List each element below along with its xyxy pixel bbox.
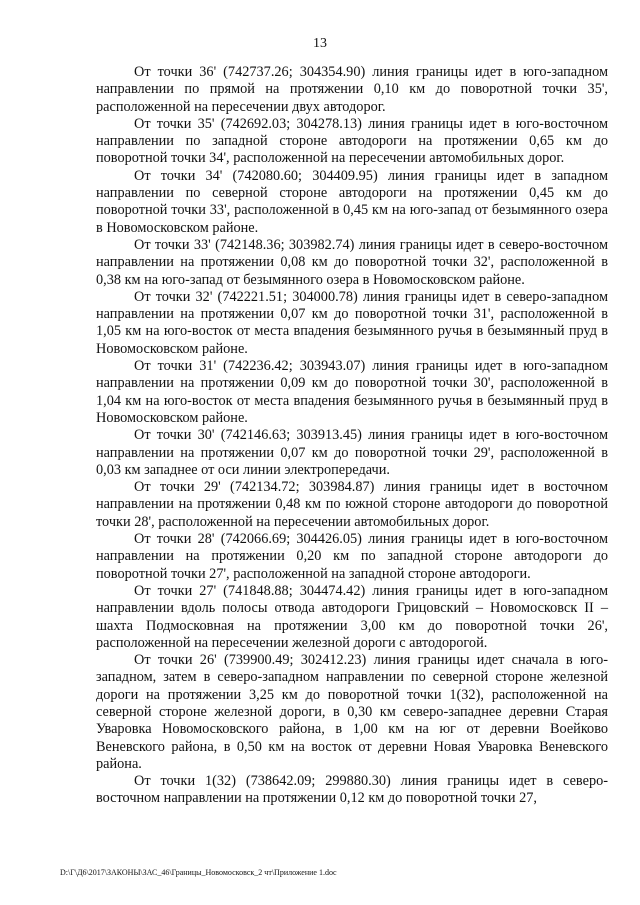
paragraph-point-36: От точки 36' (742737.26; 304354.90) линия границы идет в юго-западном направлении по прямой на протяжении 0,10 км до поворотной точки 35', расположенной на пересечении двух автодорог. (96, 64, 608, 115)
paragraph-point-1-32: От точки 1(32) (738642.09; 299880.30) линия границы идет в северо-восточном направлении на протяжении 0,12 км до поворотной точки 27, (96, 773, 608, 807)
paragraph-point-33: От точки 33' (742148.36; 303982.74) линия границы идет в северо-восточном направлении на протяжении 0,08 км до поворотной точки 32', расположенной в 0,38 км на юго-запад от безымянного озера в Новомосковском районе. (96, 236, 608, 288)
paragraph-point-34: От точки 34' (742080.60; 304409.95) линия границы идет в западном направлении по северной стороне автодороги на протяжении 0,45 км до поворотной точки 33', расположенной в 0,45 км на юго-запад от безымянного озера в Новомосковском районе. (96, 167, 608, 236)
paragraph-point-32: От точки 32' (742221.51; 304000.78) линия границы идет в северо-западном направлении на протяжении 0,07 км до поворотной точки 31', расположенной в 1,05 км на юго-восток от места впадения безымянного ручья в безымянный пруд в Новомосковском районе. (96, 288, 608, 357)
footer-file-path: D:\Г\Д6\2017\ЗАКОНЫ\ЗАС_46\Границы_Новомосковск_2 чт\Приложение 1.doc (60, 868, 337, 877)
paragraph-point-28: От точки 28' (742066.69; 304426.05) линия границы идет в юго-восточном направлении на протяжении 0,20 км по западной стороне автодороги до поворотной точки 27', расположенной на западной стороне автодороги. (96, 531, 608, 582)
paragraph-point-31: От точки 31' (742236.42; 303943.07) линия границы идет в юго-западном направлении на протяжении 0,09 км до поворотной точки 30', расположенной в 1,04 км на юго-восток от места впадения безымянного ручья в безымянный пруд в Новомосковском районе. (96, 358, 608, 426)
paragraph-point-27: От точки 27' (741848.88; 304474.42) линия границы идет в юго-западном направлении вдоль полосы отвода автодороги Грицовский – Новомосковск II – шахта Подмосковная на протяжении 3,00 км до поворотной точки 26', расположенной на пересечении железной дороги с автодорогой. (96, 582, 608, 651)
paragraph-point-35: От точки 35' (742692.03; 304278.13) линия границы идет в юго-восточном направлении по западной стороне автодороги на протяжении 0,65 км до поворотной точки 34', расположенной на пересечении автомобильных дорог. (96, 115, 608, 167)
paragraph-point-30: От точки 30' (742146.63; 303913.45) линия границы идет в юго-восточном направлении на протяжении 0,07 км до поворотной точки 29', расположенной в 0,03 км западнее от оси линии электропередачи. (96, 427, 608, 478)
document-body (96, 64, 608, 808)
paragraph-point-26: От точки 26' (739900.49; 302412.23) линия границы идет сначала в юго-западном, затем в северо-западном направлении по северной стороне железной дороги на протяжении 3,25 км до поворотной точки 1(32), расположенной на северной стороне железной дороги, в 0,30 км северо-западнее деревни Старая Уваровка Новомосковского района, в 1,00 км на юг от деревни Воейково Веневского района, в 0,50 км на восток от деревни Новая Уваровка Веневского района. (96, 652, 608, 772)
page-number: 13 (313, 36, 327, 51)
paragraph-point-29: От точки 29' (742134.72; 303984.87) линия границы идет в восточном направлении на протяжении 0,48 км по южной стороне автодороги до поворотной точки 28', расположенной на пересечении автомобильных дорог. (96, 479, 608, 530)
